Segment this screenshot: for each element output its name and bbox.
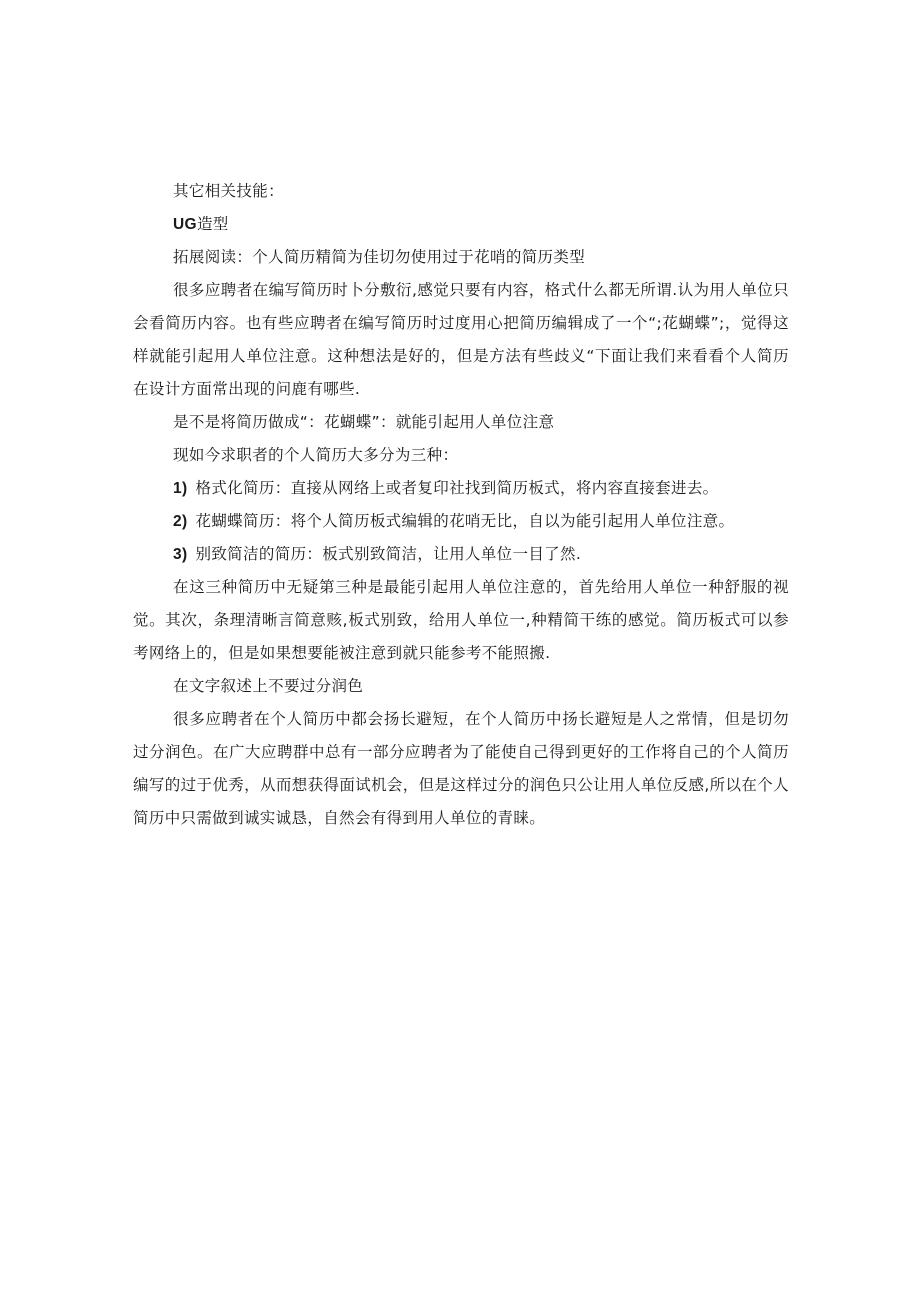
list-number: 1) — [173, 480, 188, 497]
list-number: 2) — [173, 513, 188, 530]
document-body — [133, 175, 789, 835]
list-item — [133, 538, 789, 571]
skills-heading: 其它相关技能： — [173, 182, 284, 200]
paragraph-intro: 很多应聘者在编写简历时卜分敷衍,感觉只要有内容，格式什么都无所谓.认为用人单位只会看简历内容。也有些应聘者在编写简历时过度用心把简历编辑成了一个“;花蝴蝶”;，觉得这样就能引起用人单位注意。这种想法是好的，但是方法有些歧义“下面让我们来看看个人简历在设计方面常出现的问鹿有哪些. — [133, 281, 789, 398]
ug-modeling-line — [133, 208, 789, 241]
paragraph-advice: 很多应聘者在个人简历中都会扬长避短，在个人简历中扬长避短是人之常情，但是切勿过分润色。在广大应聘群中总有一部分应聘者为了能使自己得到更好的工作将自己的个人简历编写的过于优秀，从而想获得面试机会，但是这样过分的润色只公让用人单位反感,所以在个人简历中只需做到诚实诚恳，自然会有得到用人单位的青睐。 — [133, 710, 789, 827]
question-line: 是不是将简历做成“：花蝴蝶”：就能引起用人单位注意 — [173, 413, 555, 431]
three-types-intro: 现如今求职者的个人简历大多分为三种： — [173, 446, 459, 464]
list-text: 花蝴蝶简历：将个人简历板式编辑的花哨无比，自以为能引起用人单位注意。 — [195, 512, 735, 530]
ug-suffix: 造型 — [196, 215, 229, 233]
ug-label: UG — [173, 216, 197, 233]
list-item — [133, 472, 789, 505]
list-text: 别致简洁的简历：板式别致简洁，让用人单位一目了然. — [195, 545, 582, 563]
list-number: 3) — [173, 546, 188, 563]
extended-reading-title: 拓展阅读：个人简历精简为佳切勿使用过于花哨的简历类型 — [173, 248, 586, 266]
list-item — [133, 505, 789, 538]
subheading: 在文字叙述上不要过分润色 — [173, 677, 364, 695]
list-text: 格式化简历：直接从网络上或者复印社找到简历板式，将内容直接套进去。 — [195, 479, 719, 497]
paragraph-comparison: 在这三种简历中无疑第三种是最能引起用人单位注意的，首先给用人单位一种舒服的视觉。其次，条理清晰言简意赅,板式别致，给用人单位一,种精简干练的感觉。简历板式可以参考网络上的，但是如果想要能被注意到就只能参考不能照搬. — [133, 578, 789, 662]
